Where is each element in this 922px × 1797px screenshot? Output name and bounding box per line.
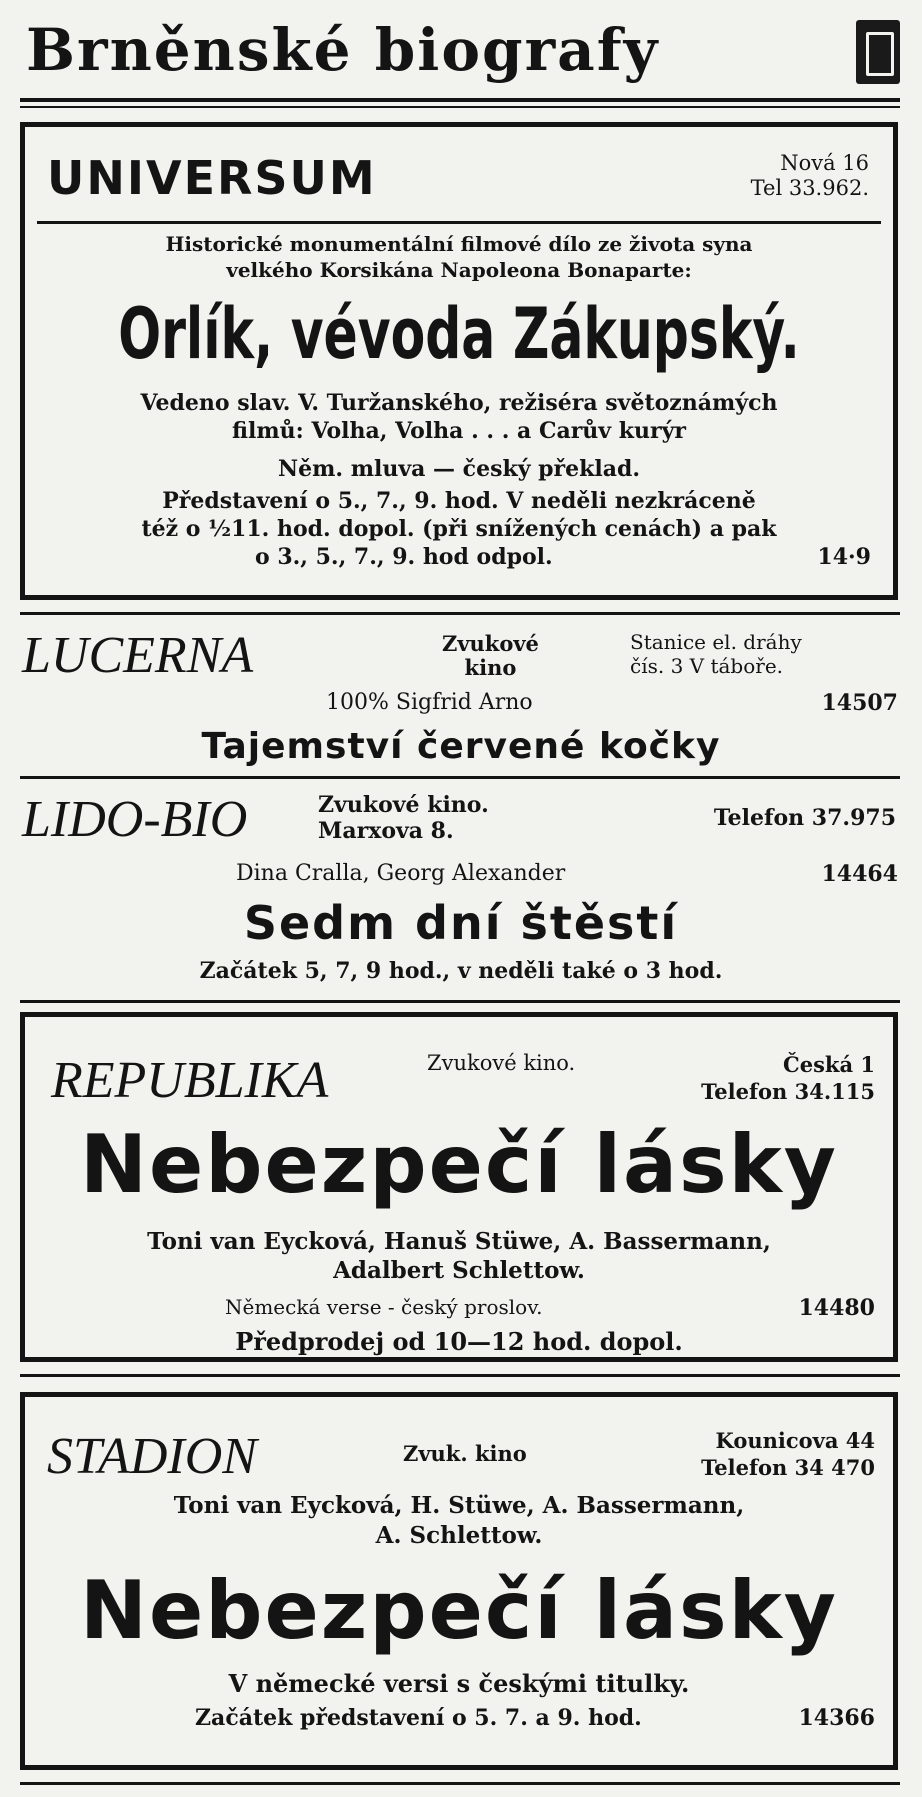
cinema-address: Kounicova 44 Telefon 34 470 (701, 1428, 875, 1480)
cinema-type: Zvukové kino (442, 631, 539, 680)
cast-text: Toni van Eycková, Hanuš Stüwe, A. Bassermann, Adalbert Schlettow. (147, 1228, 771, 1284)
director-text: Vedeno slav. V. Turžanského, režiséra světoznámých (140, 390, 778, 416)
section-rule (20, 1000, 900, 1003)
cinema-address: Česká 1 Telefon 34.115 (701, 1052, 875, 1104)
cinema-type: Zvukové kino. Marxova 8. (318, 792, 489, 844)
ad-universum (20, 122, 898, 600)
shows-text-2: též o ½11. hod. dopol. (při snížených cenách) a pak (141, 516, 777, 542)
footer-rule (20, 1782, 900, 1785)
ad-republika (20, 1012, 898, 1362)
header-rule-thin (20, 106, 900, 108)
films-text: filmů: Volha, Volha . . . a Carův kurýr (232, 418, 686, 444)
cinema-name: REPUBLIKA (51, 1052, 329, 1109)
cinema-phone: Telefon 37.975 (713, 805, 896, 831)
header-rule (20, 98, 900, 102)
start-times: Začátek 5, 7, 9 hod., v neděli také o 3 hod. (199, 958, 723, 984)
version-text: V německé versi s českými titulky. (228, 1669, 690, 1698)
language-text: Něm. mluva — český překlad. (277, 456, 641, 482)
section-rule (20, 1374, 900, 1377)
ad-number: 14464 (821, 861, 898, 887)
shows-text-3: o 3., 5., 7., 9. hod odpol. (255, 544, 553, 570)
film-title: Orlík, vévoda Zákupský. (118, 293, 800, 375)
cinema-type: Zvukové kino. (427, 1051, 576, 1075)
divider (37, 221, 881, 224)
film-title: Nebezpečí lásky (80, 1564, 838, 1657)
cinema-address: Stanice el. dráhy čís. 3 V táboře. (630, 630, 802, 678)
film-title: Sedm dní štěstí (243, 896, 679, 950)
cast-text: 100% Sigfrid Arno (326, 690, 533, 715)
page-header (20, 10, 900, 88)
cinema-type: Zvuk. kino (403, 1441, 527, 1466)
ad-stadion (20, 1392, 898, 1770)
emblem-icon (856, 20, 900, 84)
cast-text: Toni van Eycková, H. Stüwe, A. Bassermann, A. Schlettow. (173, 1492, 745, 1549)
cast-text: Dina Cralla, Georg Alexander (236, 861, 566, 886)
ad-number: 14480 (798, 1295, 875, 1321)
cinema-name: STADION (47, 1428, 257, 1485)
film-title: Tajemství červené kočky (201, 726, 721, 767)
shows-text-1: Představení o 5., 7., 9. hod. V neděli nezkráceně (162, 488, 756, 514)
presale-text: Předprodej od 10—12 hod. dopol. (235, 1327, 683, 1356)
cinema-name: LUCERNA (22, 627, 254, 684)
start-times: Začátek představení o 5. 7. a 9. hod. (195, 1705, 642, 1731)
cinema-name: LIDO-BIO (22, 791, 248, 848)
intro-text: Historické monumentální filmové dílo ze života syna velkého Korsikána Napoleona Bonaparte: (165, 232, 753, 282)
section-rule (20, 776, 900, 779)
cinema-address: Nová 16 Tel 33.962. (750, 151, 869, 200)
page-title: Brněnské biografy (26, 16, 660, 84)
section-rule (20, 612, 900, 615)
ad-number: 14507 (821, 690, 898, 716)
cinema-name: UNIVERSUM (47, 151, 377, 205)
film-title: Nebezpečí lásky (80, 1118, 838, 1211)
version-text: Německá verse - český proslov. (225, 1295, 543, 1319)
ad-number: 14366 (798, 1705, 875, 1731)
ad-number: 14·9 (817, 544, 871, 570)
